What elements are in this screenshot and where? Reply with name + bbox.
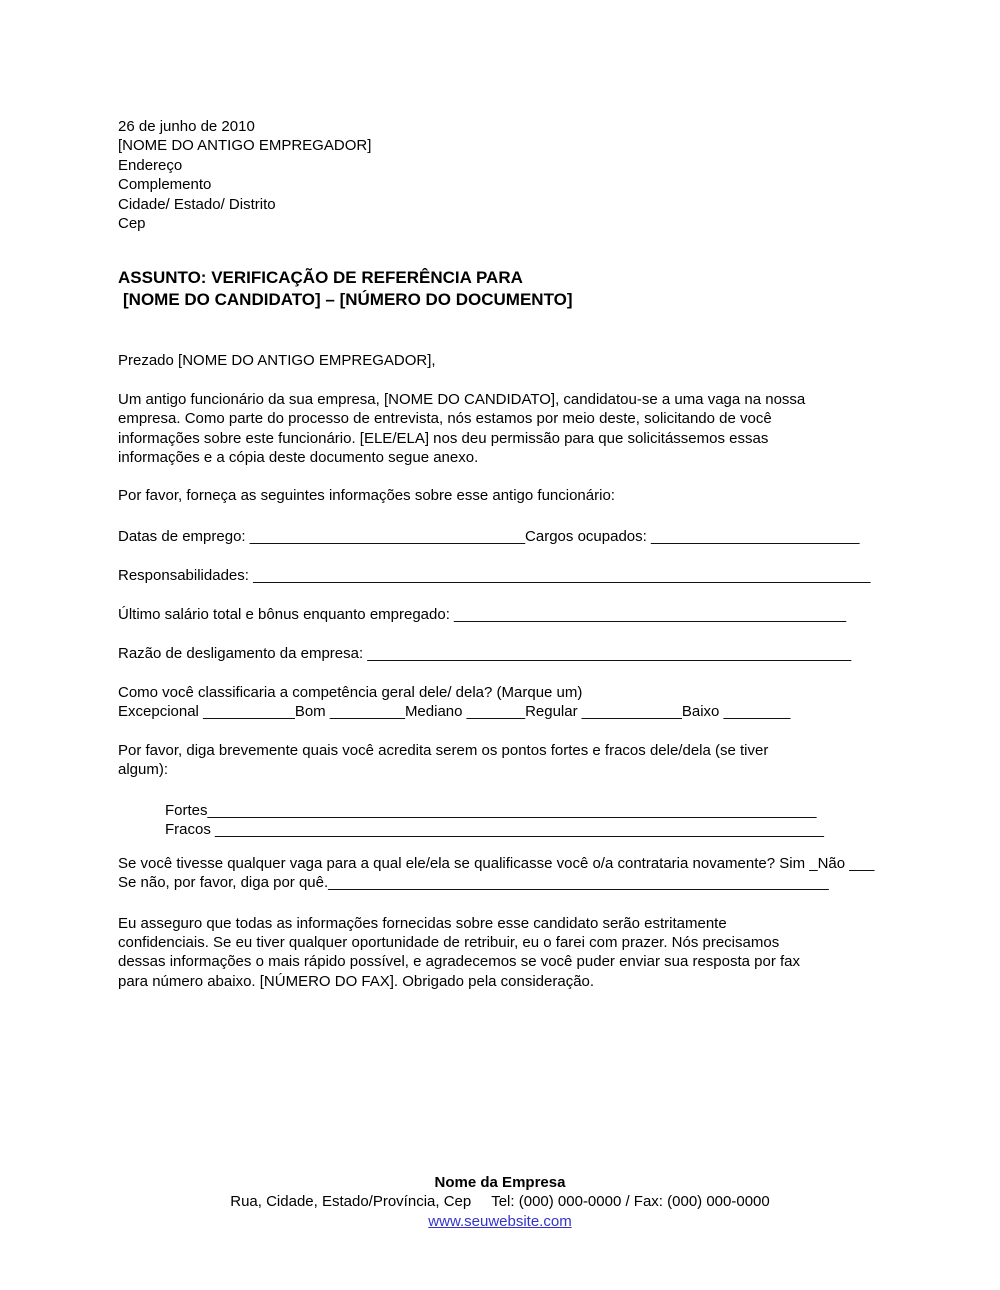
rehire-question-row [118,854,882,873]
letter-footer [0,1173,1000,1231]
company-website-link[interactable]: www.seuwebsite.com [428,1212,572,1230]
recipient-city-state: Cidade/ Estado/ Distrito [118,195,276,213]
rehire-no-blank: ___ [849,854,875,872]
strengths-weaknesses-rows [118,801,882,840]
weaknesses-row [165,820,882,839]
rehire-question: Se você tivesse qualquer vaga para a qual ele/ela se qualificasse você o/a contrataria novamente? Sim [118,854,810,872]
positions-label: Cargos ocupados: [525,527,651,545]
rehire-why-not-row [118,873,882,892]
strengths-question-line: algum): [118,761,169,779]
competence-section [118,683,882,722]
salutation: Prezado [NOME DO ANTIGO EMPREGADOR], [118,352,436,370]
separation-reason-label: Razão de desligamento da empresa: [118,644,368,662]
salary-row [118,605,882,624]
rating-baixo-label: Baixo [681,703,724,721]
responsibilities-row [118,566,882,585]
strengths-question-line: Por favor, diga brevemente quais você acredita serem os pontos fortes e fracos dele/dela (se tiver [118,742,769,760]
company-contact-row [0,1192,1000,1211]
strengths-question [118,741,882,780]
closing-line: Eu asseguro que todas as informações fornecidas sobre esse candidato serão estritamente [118,914,727,932]
strengths-blank: _________________________________________________________________________ [207,801,817,819]
company-name: Nome da Empresa [434,1174,566,1191]
intro-line: Um antigo funcionário da sua empresa, [NOME DO CANDIDATO], candidatou-se a uma vaga na nossa [118,390,806,408]
closing-line: confidenciais. Se eu tiver qualquer oportunidade de retribuir, eu o farei com prazer. Nós precisamos [118,933,780,951]
rating-mediano-label: Mediano [404,703,467,721]
why-not-label: Se não, por favor, diga por quê. [118,874,329,892]
weaknesses-blank: _________________________________________________________________________ [215,821,825,839]
rating-mediano-blank: _______ [466,703,526,721]
separation-reason-row [118,644,882,663]
intro-line: empresa. Como parte do processo de entrevista, nós estamos por meio deste, solicitando de você [118,410,772,428]
request-line: Por favor, forneça as seguintes informações sobre esse antigo funcionário: [118,487,615,505]
competence-rating-row [118,702,882,721]
subject-line-1: ASSUNTO: VERIFICAÇÃO DE REFERÊNCIA PARA [118,268,523,288]
rating-bom-label: Bom [294,703,330,721]
company-phone-fax: Tel: (000) 000-0000 / Fax: (000) 000-0000 [491,1193,770,1211]
company-website-row [0,1212,1000,1231]
letter-date: 26 de junho de 2010 [118,118,255,135]
closing-paragraph [118,914,882,992]
strengths-label: Fortes [165,801,208,819]
salary-blank: _______________________________________________ [454,605,847,623]
rating-excepcional-label: Excepcional [118,703,204,721]
recipient-street: Endereço [118,156,183,174]
recipient-complement: Complemento [118,176,212,194]
weaknesses-label: Fracos [165,821,216,839]
employment-dates-blank: _________________________________ [249,527,526,545]
subject-line-2: [NOME DO CANDIDATO] – [NÚMERO DO DOCUMENTO] [123,290,573,310]
rehire-yes-blank: _ [809,854,818,872]
strengths-row [165,801,882,820]
employment-dates-label: Datas de emprego: [118,527,250,545]
rehire-no-label: Não [817,854,850,872]
rating-excepcional-blank: ___________ [203,703,295,721]
responsibilities-label: Responsabilidades: [118,566,254,584]
employment-dates-row [118,527,882,546]
rating-baixo-blank: ________ [723,703,791,721]
recipient-address-block [118,117,882,233]
intro-paragraph [118,390,882,468]
intro-line: informações e a cópia deste documento segue anexo. [118,449,479,467]
rating-regular-blank: ____________ [581,703,682,721]
intro-line: informações sobre este funcionário. [ELE/ELA] nos deu permissão para que solicitássemos essas [118,429,769,447]
responsibilities-blank: __________________________________________________________________________ [253,566,871,584]
separation-reason-blank: __________________________________________________________ [367,644,852,662]
rehire-section [118,854,882,893]
recipient-zip: Cep [118,215,146,233]
company-address: Rua, Cidade, Estado/Província, Cep [230,1193,472,1211]
closing-line: dessas informações o mais rápido possível, e agradecemos se você puder enviar sua resposta por fax [118,953,801,971]
rating-bom-blank: _________ [329,703,405,721]
positions-blank: _________________________ [650,527,860,545]
why-not-blank: ____________________________________________________________ [328,874,829,892]
subject-heading [118,267,882,311]
salary-label: Último salário total e bônus enquanto empregado: [118,605,455,623]
rating-regular-label: Regular [525,703,582,721]
competence-question: Como você classificaria a competência geral dele/ dela? (Marque um) [118,683,583,701]
recipient-name: [NOME DO ANTIGO EMPREGADOR] [118,137,372,155]
closing-line: para número abaixo. [NÚMERO DO FAX]. Obrigado pela consideração. [118,972,595,990]
